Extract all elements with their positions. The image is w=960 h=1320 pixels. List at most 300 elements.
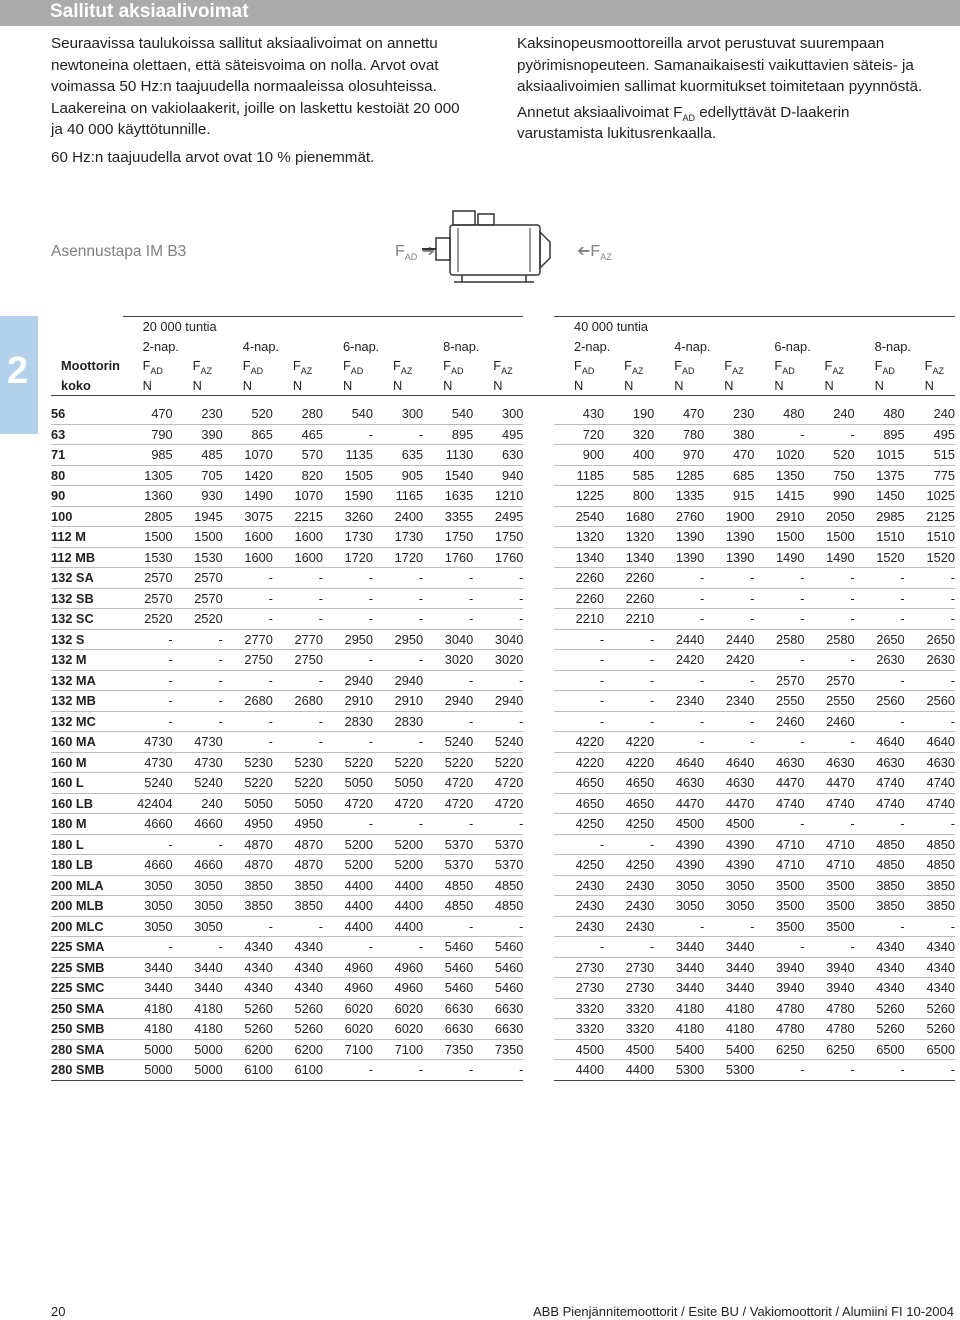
value-cell: 4500 [604,1039,654,1060]
value-cell: - [323,568,373,589]
table-row [51,957,955,978]
value-cell: - [604,937,654,958]
value-cell: 4630 [804,752,854,773]
value-cell: - [905,609,955,630]
unit-heading: N [754,376,804,396]
value-cell: - [704,916,754,937]
header-force-row [51,356,955,376]
table-row [51,568,955,589]
value-cell: 780 [654,424,704,445]
value-cell: 1600 [273,527,323,548]
value-cell: 1375 [855,465,905,486]
value-cell: - [654,711,704,732]
value-cell: 4180 [654,998,704,1019]
motor-size-cell: 200 MLC [51,916,123,937]
value-cell: - [905,568,955,589]
value-cell: 1540 [423,465,473,486]
value-cell: 1500 [754,527,804,548]
value-cell: 4220 [604,732,654,753]
value-cell: 4950 [223,814,273,835]
value-cell: 5050 [373,773,423,794]
value-cell: 1210 [473,486,523,507]
value-cell: - [554,670,604,691]
table-row [51,732,955,753]
value-cell: 6250 [754,1039,804,1060]
value-cell: 3440 [654,978,704,999]
value-cell: 1305 [123,465,173,486]
value-cell: 2420 [654,650,704,671]
value-cell: 790 [123,424,173,445]
force-faz-heading: $F_{AZ}$ [624,358,644,376]
value-cell: 7350 [423,1039,473,1060]
value-cell: 5000 [123,1060,173,1081]
table-row [51,506,955,527]
value-cell: - [373,937,423,958]
value-cell: 3850 [855,896,905,917]
value-cell: 1510 [905,527,955,548]
value-cell: 495 [473,424,523,445]
value-cell: 4960 [373,978,423,999]
table-row [51,486,955,507]
value-cell: 1500 [804,527,854,548]
value-cell: 895 [423,424,473,445]
value-cell: 6020 [373,1019,423,1040]
header-unit-row [51,376,955,396]
intro-paragraph-two-speed: Kaksinopeusmoottoreilla arvot perustuvat suurempaan pyörimisnopeuteen. Samanaikaisesti vaikuttavien säteis- ja aksiaalivoimien sallimat kuormitukset toimitetaan pyynnöstä. [517,35,923,95]
unit-heading: N [173,376,223,396]
value-cell: 4960 [373,957,423,978]
value-cell: 6500 [905,1039,955,1060]
unit-heading: N [905,376,955,396]
value-cell: - [123,937,173,958]
value-cell: - [373,609,423,630]
value-cell: - [123,834,173,855]
value-cell: 4650 [554,793,604,814]
value-cell: 4660 [173,814,223,835]
value-cell: 2730 [554,957,604,978]
value-cell: 4390 [654,855,704,876]
value-cell: - [754,937,804,958]
value-cell: 4400 [373,916,423,937]
value-cell: 5200 [373,855,423,876]
force-fad-heading: $F_{AD}$ [242,358,264,376]
value-cell: 2460 [754,711,804,732]
value-cell: 4400 [554,1060,604,1081]
value-cell: 5230 [223,752,273,773]
value-cell: 2580 [754,629,804,650]
value-cell: 1600 [273,547,323,568]
value-cell: 3440 [704,957,754,978]
value-cell: 4400 [373,875,423,896]
value-cell: 5240 [173,773,223,794]
value-cell: 2570 [754,670,804,691]
value-cell: 3040 [423,629,473,650]
value-cell: 630 [473,445,523,466]
value-cell: 900 [554,445,604,466]
value-cell: 3050 [123,875,173,896]
value-cell: 6100 [273,1060,323,1081]
value-cell: 4340 [223,957,273,978]
value-cell: 1490 [754,547,804,568]
value-cell: 2910 [754,506,804,527]
unit-heading: N [604,376,654,396]
value-cell: 5200 [323,834,373,855]
value-cell: 3050 [704,875,754,896]
value-cell: 4340 [223,937,273,958]
value-cell: 540 [423,404,473,424]
value-cell: 2570 [173,588,223,609]
value-cell: - [473,814,523,835]
motor-size-cell: 132 SB [51,588,123,609]
value-cell: 4340 [905,957,955,978]
table-row [51,424,955,445]
value-cell: 5460 [473,978,523,999]
value-cell: 4720 [323,793,373,814]
value-cell: 4630 [855,752,905,773]
table-row [51,670,955,691]
value-cell: - [123,670,173,691]
value-cell: - [473,609,523,630]
value-cell: 4950 [273,814,323,835]
value-cell: - [323,937,373,958]
value-cell: - [423,609,473,630]
arrow-right-icon: ➔ [421,243,436,260]
value-cell: 4780 [804,998,854,1019]
value-cell: - [855,568,905,589]
intro-left [51,33,471,174]
value-cell: 5400 [654,1039,704,1060]
unit-heading: N [223,376,273,396]
value-cell: 6020 [373,998,423,1019]
value-cell: 1750 [423,527,473,548]
value-cell: - [173,629,223,650]
value-cell: - [423,814,473,835]
value-cell: 4180 [173,998,223,1019]
value-cell: - [473,670,523,691]
section-title-bar [0,0,960,26]
value-cell: 3355 [423,506,473,527]
page-title: Sallitut aksiaalivoimat [50,1,249,22]
intro-paragraph: Seuraavissa taulukoissa sallitut aksiaalivoimat on annettu newtoneina olettaen, että säteisvoima on nolla. Arvot ovat voimassa 50 Hz:n taajuudella normaaleissa olosuhteissa. Laakereina on vakiolaakerit, joille on laskettu kestoiät 20 000 ja 40 000 käyttötunnille. [51,35,460,138]
value-cell: 6500 [855,1039,905,1060]
value-cell: 2430 [604,896,654,917]
value-cell: 915 [704,486,754,507]
value-cell: 4400 [604,1060,654,1081]
value-cell: 4340 [905,937,955,958]
value-cell: 2770 [223,629,273,650]
value-cell: 4780 [754,998,804,1019]
value-cell: 2730 [604,957,654,978]
value-cell: 3440 [123,978,173,999]
value-cell: 4470 [704,793,754,814]
value-cell: 7100 [373,1039,423,1060]
value-cell: 905 [373,465,423,486]
table-row [51,465,955,486]
value-cell: 1760 [473,547,523,568]
header-life-row [51,317,955,337]
value-cell: 4850 [905,834,955,855]
value-cell: 2260 [554,568,604,589]
value-cell: 3040 [473,629,523,650]
value-cell: - [604,691,654,712]
value-cell: 2830 [373,711,423,732]
value-cell: - [905,1060,955,1081]
value-cell: 3500 [804,896,854,917]
value-cell: 4180 [704,1019,754,1040]
value-cell: 4850 [423,896,473,917]
table-row [51,547,955,568]
motor-size-cell: 280 SMA [51,1039,123,1060]
value-cell: 3050 [173,896,223,917]
value-cell: 2260 [604,568,654,589]
pole-heading: 2-nap. [574,338,611,354]
value-cell: - [754,650,804,671]
table-row [51,896,955,917]
value-cell: 720 [554,424,604,445]
value-cell: 5200 [373,834,423,855]
value-cell: 990 [804,486,854,507]
value-cell: 2260 [604,588,654,609]
motor-size-cell: 112 M [51,527,123,548]
value-cell: 280 [273,404,323,424]
value-cell: - [173,650,223,671]
value-cell: 4870 [273,834,323,855]
value-cell: - [754,609,804,630]
value-cell: 2760 [654,506,704,527]
value-cell: 4500 [704,814,754,835]
value-cell: 2630 [905,650,955,671]
table-row [51,1039,955,1060]
value-cell: 520 [804,445,854,466]
value-cell: 2940 [373,670,423,691]
value-cell: - [554,937,604,958]
intro-paragraph-locking-ring: Annetut aksiaalivoimat $F_{AD}$ edellyttävät D-laakerin varustamista lukitusrenkaalla. [517,103,850,142]
motor-size-cell: 160 L [51,773,123,794]
value-cell: 3440 [173,957,223,978]
value-cell: - [223,609,273,630]
value-cell: 1015 [855,445,905,466]
value-cell: 4710 [754,855,804,876]
value-cell: 3260 [323,506,373,527]
value-cell: 1680 [604,506,654,527]
value-cell: 300 [473,404,523,424]
value-cell: - [604,650,654,671]
value-cell: 400 [604,445,654,466]
value-cell: 4870 [223,834,273,855]
value-cell: 820 [273,465,323,486]
value-cell: - [123,691,173,712]
value-cell: 570 [273,445,323,466]
value-cell: 4740 [804,793,854,814]
value-cell: 4220 [554,732,604,753]
table-row [51,773,955,794]
value-cell: - [273,916,323,937]
value-cell: 1520 [905,547,955,568]
value-cell: 2770 [273,629,323,650]
value-cell: 4660 [123,814,173,835]
value-cell: - [704,711,754,732]
value-cell: 4720 [473,773,523,794]
value-cell: 4740 [855,793,905,814]
value-cell: - [423,588,473,609]
pole-heading: 6-nap. [342,338,380,354]
value-cell: - [804,732,854,753]
value-cell: 4730 [123,752,173,773]
unit-heading: N [423,376,473,396]
motor-drawing [418,208,568,288]
value-cell: 1025 [905,486,955,507]
value-cell: - [754,1060,804,1081]
value-cell: 5050 [273,793,323,814]
value-cell: - [654,916,704,937]
value-cell: - [323,650,373,671]
value-cell: 1450 [855,486,905,507]
value-cell: 5000 [123,1039,173,1060]
force-fad-heading: $F_{AD}$ [342,358,364,376]
value-cell: 2630 [855,650,905,671]
value-cell: 2460 [804,711,854,732]
value-cell: 2210 [554,609,604,630]
value-cell: - [223,916,273,937]
motor-size-cell: 71 [51,445,123,466]
value-cell: 5260 [905,1019,955,1040]
unit-heading: N [654,376,704,396]
value-cell: 4470 [754,773,804,794]
value-cell: 540 [323,404,373,424]
table-row [51,855,955,876]
value-cell: 1390 [654,527,704,548]
value-cell: - [373,650,423,671]
value-cell: - [654,609,704,630]
value-cell: 6020 [323,998,373,1019]
motor-size-cell: 250 SMB [51,1019,123,1040]
table-row [51,998,955,1019]
value-cell: 3500 [754,916,804,937]
value-cell: 3075 [223,506,273,527]
value-cell: 4660 [173,855,223,876]
value-cell: 5050 [323,773,373,794]
value-cell: 940 [473,465,523,486]
value-cell: 5460 [423,957,473,978]
value-cell: - [654,588,704,609]
value-cell: 750 [804,465,854,486]
value-cell: 2540 [554,506,604,527]
value-cell: 4710 [754,834,804,855]
value-cell: 775 [905,465,955,486]
force-faz-heading: $F_{AZ}$ [724,358,744,376]
value-cell: 3320 [604,1019,654,1040]
value-cell: - [373,588,423,609]
force-faz-heading: $F_{AZ}$ [824,358,844,376]
value-cell: - [273,732,323,753]
value-cell: 1285 [654,465,704,486]
value-cell: - [173,711,223,732]
value-cell: 465 [273,424,323,445]
value-cell: - [273,670,323,691]
value-cell: - [804,609,854,630]
value-cell: 4710 [804,834,854,855]
value-cell: 4400 [373,896,423,917]
value-cell: 4630 [704,773,754,794]
value-cell: 1320 [604,527,654,548]
value-cell: 515 [905,445,955,466]
value-cell: 800 [604,486,654,507]
value-cell: 2940 [323,670,373,691]
table-row [51,1060,955,1081]
motor-size-cell: 132 MB [51,691,123,712]
pole-heading: 2-nap. [142,338,179,354]
table-row [51,752,955,773]
value-cell: 5260 [273,998,323,1019]
value-cell: - [604,670,654,691]
value-cell: 5260 [855,998,905,1019]
value-cell: 6200 [273,1039,323,1060]
value-cell: 4630 [754,752,804,773]
unit-heading: N [323,376,373,396]
table-row [51,691,955,712]
value-cell: 6630 [423,998,473,1019]
value-cell: 1750 [473,527,523,548]
unit-heading: N [804,376,854,396]
table-row [51,834,955,855]
value-cell: 4220 [604,752,654,773]
value-cell: 2830 [323,711,373,732]
intro-right [517,33,937,149]
value-cell: - [223,732,273,753]
value-cell: 5260 [273,1019,323,1040]
value-cell: 320 [604,424,654,445]
value-cell: 4340 [855,957,905,978]
value-cell: - [273,588,323,609]
value-cell: 3850 [273,875,323,896]
value-cell: - [373,732,423,753]
table-row [51,875,955,896]
value-cell: - [223,711,273,732]
value-cell: 1335 [654,486,704,507]
value-cell: 2340 [704,691,754,712]
value-cell: 4740 [905,793,955,814]
motor-size-cell: 112 MB [51,547,123,568]
value-cell: 2260 [554,588,604,609]
value-cell: 2560 [905,691,955,712]
value-cell: 485 [173,445,223,466]
value-cell: 635 [373,445,423,466]
value-cell: 1135 [323,445,373,466]
value-cell: 1390 [704,527,754,548]
value-cell: - [373,1060,423,1081]
value-cell: 5000 [173,1039,223,1060]
value-cell: 1390 [704,547,754,568]
value-cell: - [804,814,854,835]
value-cell: 240 [173,793,223,814]
value-cell: 5370 [423,834,473,855]
value-cell: 2420 [704,650,754,671]
force-fad-heading: $F_{AD}$ [674,358,695,376]
value-cell: - [905,711,955,732]
value-cell: 3050 [654,875,704,896]
table-row [51,711,955,732]
value-cell: 1635 [423,486,473,507]
value-cell: - [554,650,604,671]
value-cell: 3850 [273,896,323,917]
value-cell: - [604,711,654,732]
value-cell: 6200 [223,1039,273,1060]
value-cell: 705 [173,465,223,486]
value-cell: 1350 [754,465,804,486]
value-cell: 1165 [373,486,423,507]
value-cell: 2950 [373,629,423,650]
value-cell: - [323,1060,373,1081]
